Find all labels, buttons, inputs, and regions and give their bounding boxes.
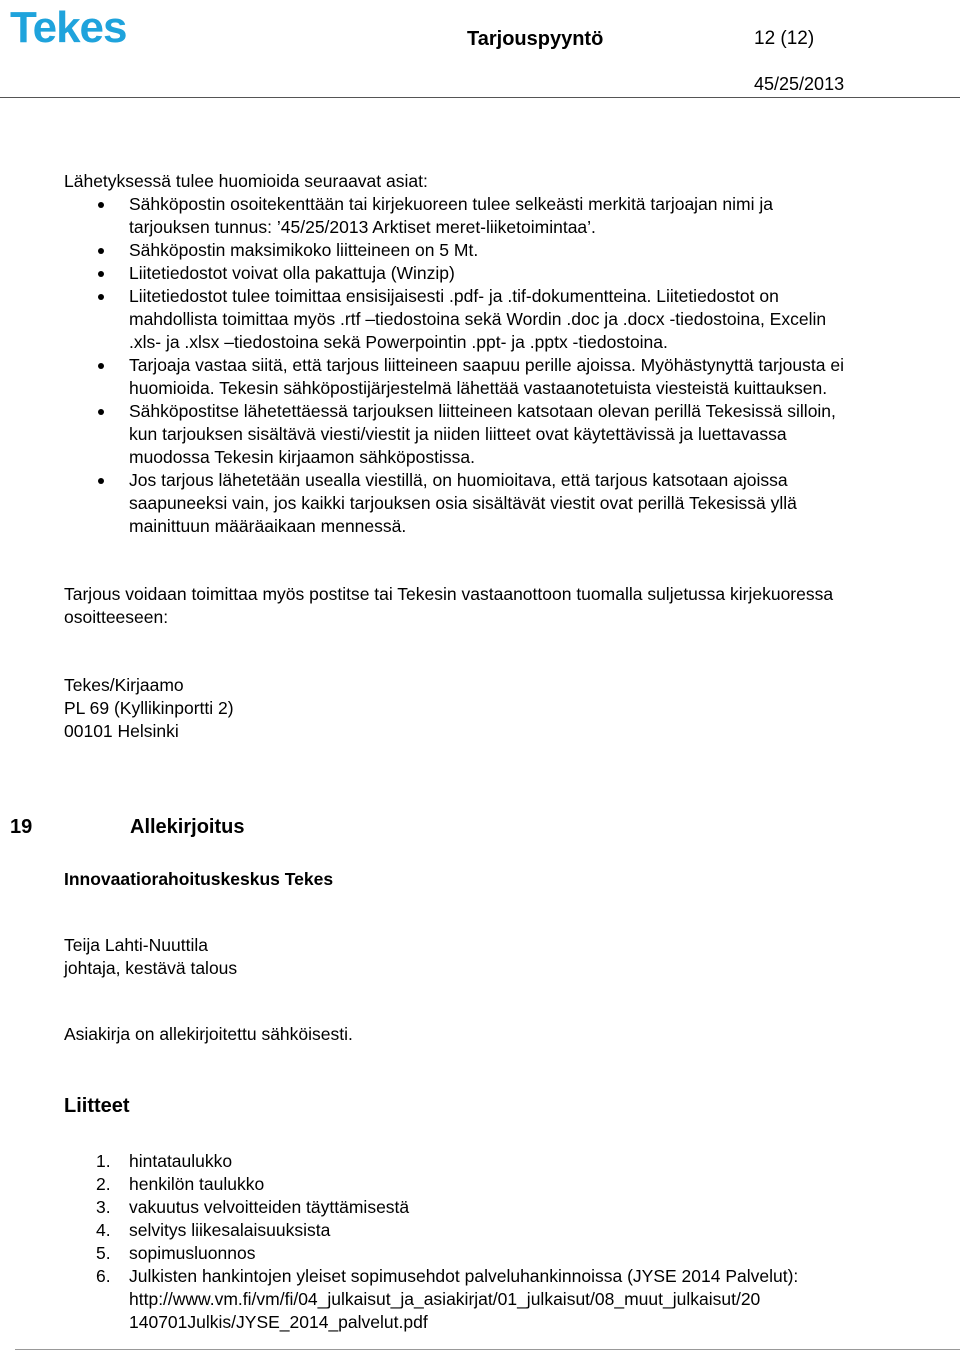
bullet-icon bbox=[98, 202, 104, 208]
postal-address bbox=[64, 674, 854, 743]
address-line: PL 69 (Kyllikinportti 2) bbox=[64, 698, 234, 718]
section-title: Allekirjoitus bbox=[130, 816, 245, 838]
address-line: Tekes/Kirjaamo bbox=[64, 675, 184, 695]
document-type: Tarjouspyyntö bbox=[467, 28, 604, 50]
bullet-icon bbox=[98, 363, 104, 369]
section-number: 19 bbox=[10, 816, 33, 838]
tekes-logo bbox=[10, 4, 160, 53]
intro-text: Lähetyksessä tulee huomioida seuraavat asiat: bbox=[64, 171, 428, 191]
list-item: Liitetiedostot voivat olla pakattuja (Winzip) bbox=[64, 262, 854, 285]
list-item: 5. sopimusluonnos bbox=[96, 1243, 256, 1263]
attachment-url-continued[interactable]: 140701Julkis/JYSE_2014_palvelut.pdf bbox=[129, 1312, 428, 1332]
postal-delivery-text: Tarjous voidaan toimittaa myös postitse tai Tekesin vastaanottoon tuomalla suljetussa kirjekuoressa osoitteeseen: bbox=[64, 584, 834, 627]
logo-text: Tekes bbox=[10, 4, 127, 48]
signer-role: johtaja, kestävä talous bbox=[64, 958, 238, 978]
header-divider bbox=[0, 97, 960, 98]
bullet-icon bbox=[98, 294, 104, 300]
address-line: 00101 Helsinki bbox=[64, 721, 179, 741]
list-item: 6. Julkisten hankintojen yleiset sopimusehdot palveluhankinnoissa (JYSE 2014 Palvelut): http://www.vm.fi/vm/fi/04_julkaisut_ja_asiakirjat/01_julkaisut/08_muut_julkaisut/20 140701Julkis/JYSE_2014_palvelut.pdf bbox=[64, 1265, 854, 1334]
list-item: Sähköpostin osoitekenttään tai kirjekuoreen tulee selkeästi merkitä tarjoajan nimi ja tarjouksen tunnus: ’45/25/2013 Arktiset meret-liiketoimintaa’. bbox=[64, 193, 854, 239]
attachments-heading: Liitteet bbox=[64, 1095, 130, 1117]
page-number: 12 (12) bbox=[754, 28, 815, 49]
list-item: 4. selvitys liikesalaisuuksista bbox=[96, 1220, 331, 1240]
bullet-icon bbox=[98, 271, 104, 277]
bullet-icon bbox=[98, 409, 104, 415]
list-item: 1. hintataulukko bbox=[96, 1151, 233, 1171]
signature-block bbox=[64, 868, 854, 1334]
list-item: Tarjoaja vastaa siitä, että tarjous liitteineen saapuu perille ajoissa. Myöhästynyttä tarjousta ei huomioida. Tekesin sähköpostijärjestelmä lähettää vastaanotetuista viesteistä kuittauksen. bbox=[64, 354, 854, 400]
main-content bbox=[64, 170, 854, 743]
list-item: 3. vakuutus velvoitteiden täyttämisestä bbox=[96, 1197, 410, 1217]
list-item: Sähköpostin maksimikoko liitteineen on 5 Mt. bbox=[64, 239, 854, 262]
signer-name: Teija Lahti-Nuuttila bbox=[64, 935, 208, 955]
attachment-url[interactable]: http://www.vm.fi/vm/fi/04_julkaisut_ja_asiakirjat/01_julkaisut/08_muut_julkaisut/20 bbox=[129, 1289, 761, 1309]
bullet-icon bbox=[98, 248, 104, 254]
list-item: Jos tarjous lähetetään usealla viestillä, on huomioitava, että tarjous katsotaan ajoissa saapuneeksi vain, jos kaikki tarjouksen osia sisältävät viestit ovat perillä Tekesissä yllä mainittuun määräaikaan mennessä. bbox=[64, 469, 854, 538]
signature-note: Asiakirja on allekirjoitettu sähköisesti. bbox=[64, 1024, 353, 1044]
list-item: Sähköpostitse lähetettäessä tarjouksen liitteineen katsotaan olevan perillä Tekesissä silloin, kun tarjouksen sisältävä viesti/viestit ja niiden liitteet ovat käytettävissä ja luettavassa muodossa Tekesin kirjaamon sähköpostissa. bbox=[64, 400, 854, 469]
reference-number: 45/25/2013 bbox=[754, 74, 845, 94]
list-item: Liitetiedostot tulee toimittaa ensisijaisesti .pdf- ja .tif-dokumentteina. Liitetiedostot on mahdollista toimittaa myös .rtf –tiedostoina sekä Wordin .doc ja .docx -tiedostoina, Excelin .xls- ja .xlsx –tiedostoina sekä Powerpointin .ppt- ja .pptx -tiedostoina. bbox=[64, 285, 854, 354]
list-item: 2. henkilön taulukko bbox=[96, 1174, 265, 1194]
footer-divider bbox=[15, 1349, 960, 1350]
organization-name: Innovaatiorahoituskeskus Tekes bbox=[64, 869, 334, 889]
bullet-icon bbox=[98, 478, 104, 484]
attachments-list bbox=[64, 1150, 854, 1334]
submission-rules-list bbox=[64, 193, 854, 538]
